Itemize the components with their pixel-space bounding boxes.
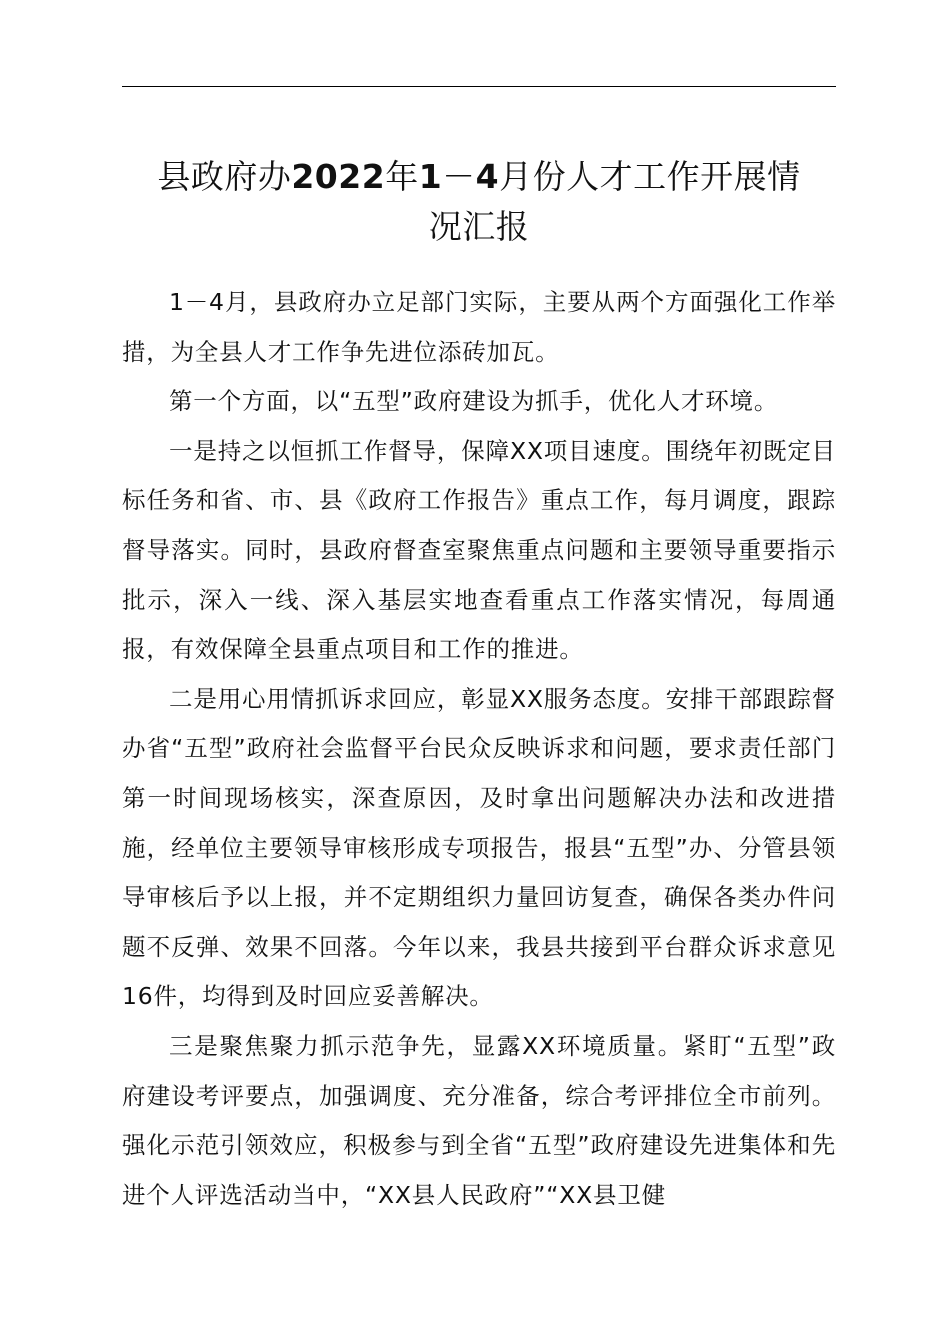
paragraph-section-heading: 第一个方面，以“五型”政府建设为抓手，优化人才环境。	[169, 387, 779, 416]
header-rule	[122, 86, 836, 87]
paragraph-point-1: 一是持之以恒抓工作督导，保障XX项目速度。围绕年初既定目标任务和省、市、县《政府工作报告》重点工作，每月调度，跟踪督导落实。同时，县政府督查室聚焦重点问题和主要领导重要指示批示，深入一线、深入基层实地查看重点工作落实情况，每周通报，有效保障全县重点项目和工作的推进。	[122, 436, 836, 664]
paragraph-point-2: 二是用心用情抓诉求回应，彰显XX服务态度。安排干部跟踪督办省“五型”政府社会监督平台民众反映诉求和问题，要求责任部门第一时间现场核实，深查原因，及时拿出问题解决办法和改进措施，经单位主要领导审核形成专项报告，报县“五型”办、分管县领导审核后予以上报，并不定期组织力量回访复查，确保各类办件问题不反弹、效果不回落。今年以来，我县共接到平台群众诉求意见16件，均得到及时回应妥善解决。	[122, 684, 836, 1011]
title-line-1: 县政府办2022年1－4月份人才工作开展情	[157, 157, 801, 196]
title-line-2: 况汇报	[428, 207, 530, 246]
document-title	[110, 152, 848, 252]
paragraph-intro: 1－4月，县政府办立足部门实际，主要从两个方面强化工作举措，为全县人才工作争先进位添砖加瓦。	[122, 288, 836, 366]
paragraph-point-3: 三是聚焦聚力抓示范争先，显露XX环境质量。紧盯“五型”政府建设考评要点，加强调度、充分准备，综合考评排位全市前列。强化示范引领效应，积极参与到全省“五型”政府建设先进集体和先进个人评选活动当中，“XX县人民政府”“XX县卫健	[122, 1031, 836, 1209]
document-body	[122, 278, 836, 1220]
